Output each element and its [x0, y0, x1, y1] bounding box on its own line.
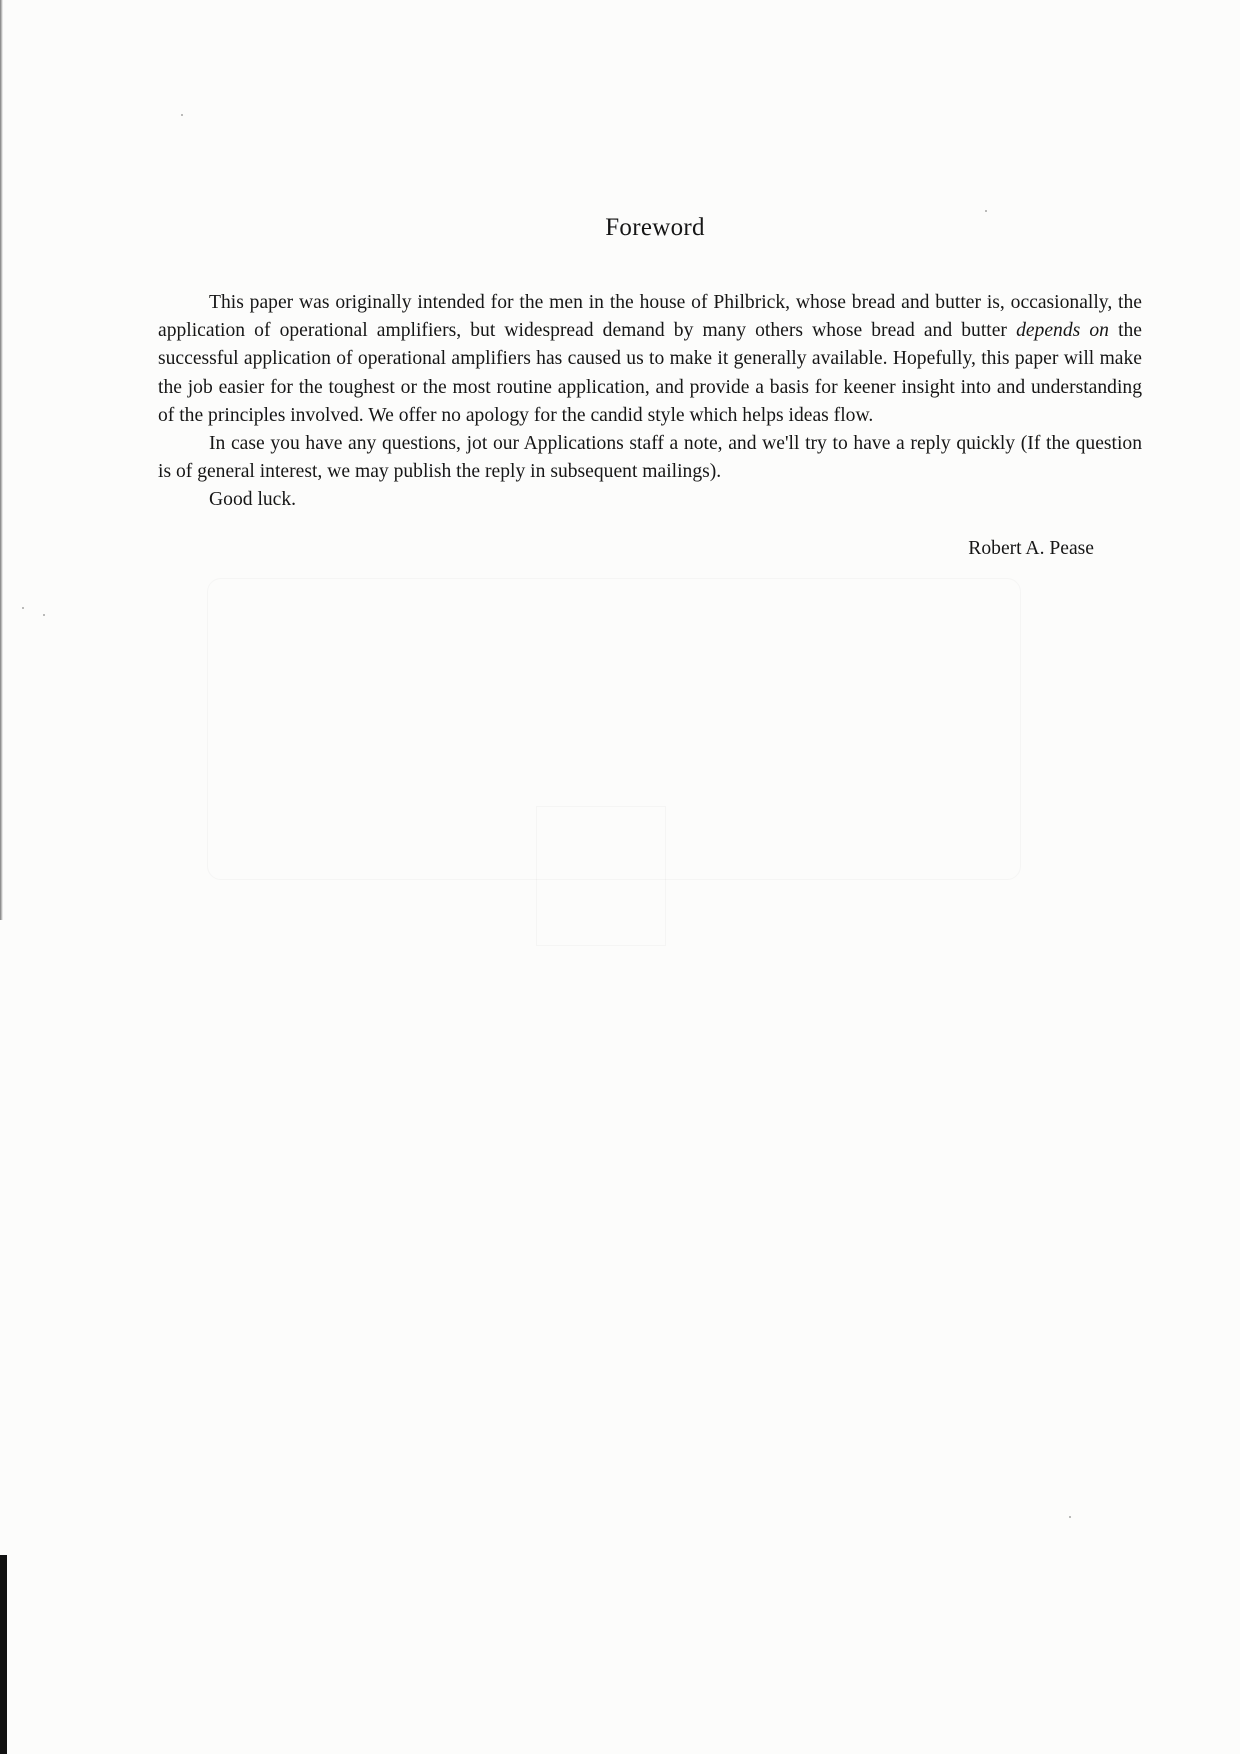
scan-speck: [22, 607, 24, 609]
scan-speck: [985, 210, 987, 212]
reverse-side-logo-show-through: [536, 806, 666, 946]
author-signature: Robert A. Pease: [968, 538, 1094, 559]
foreword-paragraph-2: In case you have any questions, jot our Applications staff a note, and we'll try to have a reply quickly (If the question is of general interest, we may publish the reply in subsequent mailings).: [158, 433, 1142, 483]
scan-edge-shadow: [0, 0, 3, 920]
foreword-paragraph-3: Good luck.: [209, 489, 297, 511]
scan-edge-shadow-dark: [0, 1555, 7, 1754]
scan-speck: [1069, 1516, 1071, 1518]
foreword-paragraph-1: [158, 289, 1142, 430]
paragraph-1-text-end: the successful application of operational amplifiers has caused us to make it generally available. Hopefully, this paper will make the job easier for the toughest or the most routine application, and provide a basis for keener insight into and understanding of the principles involved. We offer no apology for the candid style which helps ideas flow.: [158, 320, 1143, 426]
paragraph-1-text-start: This paper was originally intended for the men in the house of Philbrick, whose bread and butter is, occasionally, the application of operational amplifiers, but widespread demand by many others whose bread and butter: [158, 292, 1142, 342]
paragraph-1-emphasis: depends on: [1016, 320, 1109, 342]
page-title: Foreword: [605, 214, 705, 241]
scan-speck: [181, 114, 183, 116]
scan-speck: [43, 614, 45, 616]
foreword-body: [158, 289, 1142, 515]
